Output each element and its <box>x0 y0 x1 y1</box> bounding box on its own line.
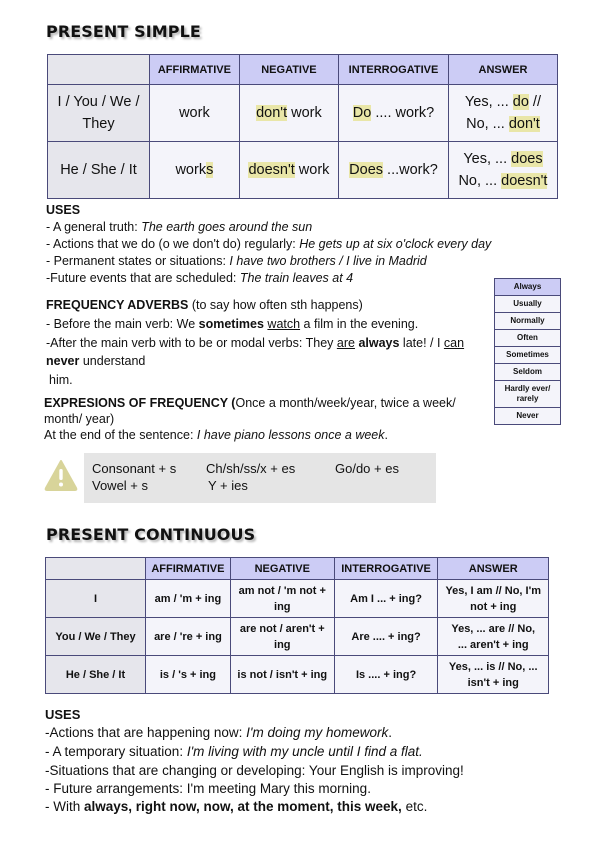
interrogative-cell: Am I ... + ing? <box>334 580 438 618</box>
negative-cell <box>239 142 338 199</box>
text-bold: always <box>358 336 400 350</box>
text-underlined: are <box>336 336 355 350</box>
list-item: Hardly ever/ rarely <box>495 381 560 408</box>
header-empty <box>48 55 150 85</box>
list-item: Always <box>495 279 560 296</box>
text: late! / I <box>399 336 444 350</box>
list-item: Often <box>495 330 560 347</box>
affirmative-cell: am / 'm + ing <box>146 580 231 618</box>
pronoun-cell: You / We / They <box>46 618 146 656</box>
text: etc. <box>401 799 428 814</box>
text: At the end of the sentence: <box>44 428 197 442</box>
header-interrogative: INTERROGATIVE <box>334 558 438 580</box>
header-affirmative: AFFIRMATIVE <box>150 55 240 85</box>
pronoun-cell: He / She / It <box>46 656 146 694</box>
uses-lead: - Actions that we do (o we don't do) regularly: <box>46 237 300 251</box>
spelling-rules-box <box>84 453 436 503</box>
text: - Before the main verb: We <box>46 317 199 331</box>
cell-text: ...work? <box>383 162 438 178</box>
header-negative: NEGATIVE <box>239 55 338 85</box>
table-row <box>48 142 558 199</box>
header-answer: ANSWER <box>448 55 557 85</box>
list-item: Normally <box>495 313 560 330</box>
table-row <box>46 580 549 618</box>
cell-text: Yes, ... are // No, <box>451 622 536 635</box>
highlight: doesn't <box>501 173 548 189</box>
expressions-line <box>44 427 388 444</box>
cell-text: ... aren't + ing <box>457 638 529 651</box>
freq-line <box>46 335 464 352</box>
answer-cell <box>438 618 549 656</box>
expressions-title: EXPRESIONS OF FREQUENCY ( <box>44 396 236 410</box>
frequency-adverbs-list <box>494 278 561 425</box>
cell-text: is not / isn't + ing <box>237 668 328 681</box>
pronoun-cell: He / She / It <box>48 142 150 199</box>
cell-text: ing <box>274 600 291 613</box>
negative-cell <box>230 580 334 618</box>
uses-lead: - A temporary situation: <box>45 744 187 759</box>
table-header-row <box>48 55 558 85</box>
uses-line <box>46 236 491 253</box>
cell-text: work <box>294 162 330 178</box>
cell-text: isn't + ing <box>467 676 519 689</box>
text: Once a month/week/year, twice a week/ <box>235 396 456 410</box>
text-bold: never <box>46 354 80 368</box>
present-simple-table <box>47 54 558 199</box>
text: - With <box>45 799 84 814</box>
highlight: s <box>206 162 214 178</box>
present-simple-title: PRESENT SIMPLE <box>46 22 201 41</box>
list-item: Seldom <box>495 364 560 381</box>
uses-lead: - Permanent states or situations: <box>46 254 230 268</box>
spelling-rule: Ch/sh/ss/x + es <box>206 461 296 476</box>
uses-title: USES <box>46 203 81 217</box>
cell-text: Yes, I am // No, I'm <box>445 584 541 597</box>
uses-line: - Future arrangements: I'm meeting Mary this morning. <box>45 781 371 796</box>
spelling-rule: Vowel + s <box>92 478 149 493</box>
highlight: Does <box>349 162 384 178</box>
highlight: doesn't <box>248 162 295 178</box>
cell-text: work <box>175 162 207 178</box>
freq-line: him. <box>49 373 73 387</box>
affirmative-cell: work <box>150 85 240 142</box>
uses-example: He gets up at six o'clock every day <box>299 237 492 251</box>
table-header-row <box>46 558 549 580</box>
text: understand <box>79 354 146 368</box>
freq-adverbs-title: FREQUENCY ADVERBS <box>46 298 189 312</box>
text-bold: always, right now, now, at the moment, this week, <box>84 799 402 814</box>
highlight: do <box>512 94 529 110</box>
answer-cell <box>448 85 557 142</box>
cell-text: not + ing <box>470 600 517 613</box>
pronoun-line: They <box>82 116 115 132</box>
negative-cell <box>230 656 334 694</box>
warning-icon <box>44 459 78 491</box>
text: . <box>384 428 388 442</box>
cell-text: are not / aren't + <box>239 622 325 635</box>
freq-line <box>46 353 145 370</box>
table-row <box>46 618 549 656</box>
text-underlined: watch <box>267 317 301 331</box>
cell-text: No, ... <box>458 173 502 189</box>
header-negative: NEGATIVE <box>230 558 334 580</box>
spelling-rule: Consonant + s <box>92 461 177 476</box>
negative-cell <box>239 85 338 142</box>
cell-text: work <box>287 105 322 121</box>
uses-line <box>45 724 392 742</box>
answer-cell <box>448 142 557 199</box>
uses-example: I'm doing my homework <box>246 725 389 740</box>
present-continuous-table <box>45 557 549 694</box>
highlight: don't <box>508 116 540 132</box>
affirmative-cell: is / 's + ing <box>146 656 231 694</box>
uses-line: -Situations that are changing or developing: Your English is improving! <box>45 763 464 778</box>
cell-text: No, ... <box>466 116 509 132</box>
cell-text: am not / 'm not + <box>238 584 326 597</box>
highlight: Do <box>352 105 372 121</box>
uses-example: I'm living with my uncle until I find a flat. <box>186 744 423 759</box>
uses-example: The earth goes around the sun <box>141 220 313 234</box>
cell-text: Yes, ... <box>463 151 512 167</box>
negative-cell <box>230 618 334 656</box>
present-continuous-title: PRESENT CONTINUOUS <box>46 525 256 544</box>
uses-line <box>45 798 427 816</box>
table-row <box>46 656 549 694</box>
list-item: Usually <box>495 296 560 313</box>
uses-line <box>46 270 353 287</box>
uses-lead: - A general truth: <box>46 220 142 234</box>
expressions-line <box>44 395 456 412</box>
interrogative-cell <box>339 142 449 199</box>
uses-lead: -Future events that are scheduled: <box>46 271 240 285</box>
header-interrogative: INTERROGATIVE <box>339 55 449 85</box>
uses-example: I have two brothers / I live in Madrid <box>229 254 427 268</box>
cell-text: .... work? <box>371 105 435 121</box>
answer-cell <box>438 580 549 618</box>
list-item: Never <box>495 408 560 424</box>
interrogative-cell <box>339 85 449 142</box>
header-empty <box>46 558 146 580</box>
text: -After the main verb with to be or modal verbs: They <box>46 336 337 350</box>
header-answer: ANSWER <box>438 558 549 580</box>
highlight: don't <box>256 105 288 121</box>
answer-cell <box>438 656 549 694</box>
affirmative-cell <box>150 142 240 199</box>
header-affirmative: AFFIRMATIVE <box>146 558 231 580</box>
uses-line <box>45 743 423 761</box>
highlight: does <box>511 151 543 167</box>
expressions-line: month/ year) <box>44 412 115 426</box>
interrogative-cell: Is .... + ing? <box>334 656 438 694</box>
cell-text: Yes, ... <box>464 94 513 110</box>
pronoun-cell <box>48 85 150 142</box>
list-item: Sometimes <box>495 347 560 364</box>
interrogative-cell: Are .... + ing? <box>334 618 438 656</box>
spelling-rule: Go/do + es <box>335 461 399 476</box>
uses-line <box>46 253 427 270</box>
text-underlined: can <box>443 336 465 350</box>
text-italic: I have piano lessons once a week <box>196 428 385 442</box>
uses-title: USES <box>45 707 81 722</box>
text-bold: sometimes <box>198 317 264 331</box>
uses-line <box>46 219 312 236</box>
pronoun-cell: I <box>46 580 146 618</box>
freq-adverbs-heading <box>46 297 363 314</box>
text: a film in the evening. <box>300 317 419 331</box>
uses-lead: -Actions that are happening now: <box>45 725 247 740</box>
affirmative-cell: are / 're + ing <box>146 618 231 656</box>
pronoun-line: I / You / We / <box>57 94 140 110</box>
cell-text: // <box>528 94 541 110</box>
table-row <box>48 85 558 142</box>
freq-adverbs-subtitle: (to say how often sth happens) <box>188 298 363 312</box>
uses-example: The train leaves at 4 <box>239 271 354 285</box>
freq-line <box>46 316 418 333</box>
spelling-rule: Y + ies <box>208 478 248 493</box>
text: . <box>388 725 393 740</box>
cell-text: Yes, ... is // No, ... <box>448 660 538 673</box>
cell-text: ing <box>274 638 291 651</box>
